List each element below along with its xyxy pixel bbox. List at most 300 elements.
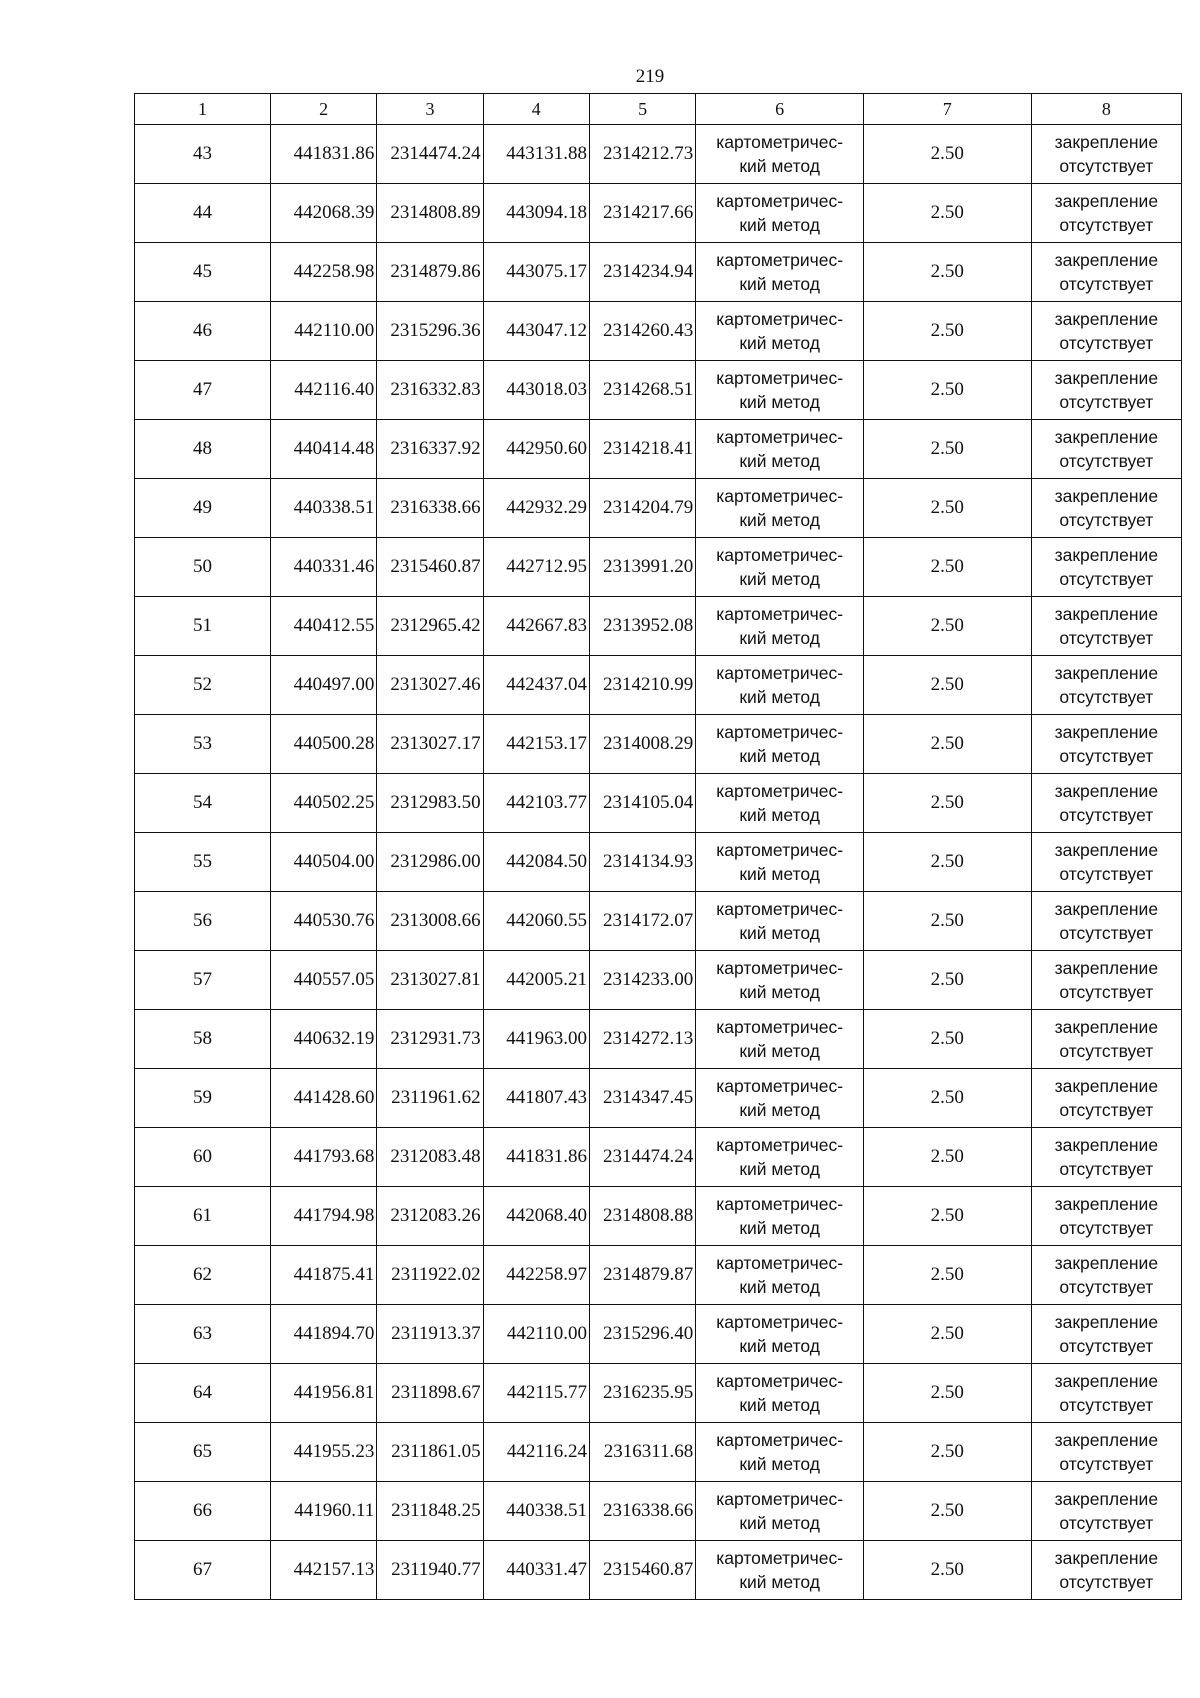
coordinate-cell: 2314134.93 bbox=[589, 833, 695, 892]
fixation-text: отсутствует bbox=[1059, 982, 1154, 1002]
method-cell bbox=[696, 479, 864, 538]
method-cell bbox=[696, 1541, 864, 1600]
coordinate-cell: 2313952.08 bbox=[589, 597, 695, 656]
fixation-cell bbox=[1031, 1423, 1181, 1482]
coordinate-cell: 442068.39 bbox=[270, 184, 376, 243]
method-cell bbox=[696, 892, 864, 951]
method-cell bbox=[696, 184, 864, 243]
row-number-cell: 62 bbox=[135, 1246, 271, 1305]
method-cell bbox=[696, 951, 864, 1010]
method-cell bbox=[696, 125, 864, 184]
accuracy-cell: 2.50 bbox=[863, 1305, 1031, 1364]
method-cell bbox=[696, 656, 864, 715]
row-number-cell: 63 bbox=[135, 1305, 271, 1364]
coordinate-cell: 2312965.42 bbox=[377, 597, 483, 656]
fixation-cell bbox=[1031, 951, 1181, 1010]
table-row bbox=[135, 1128, 1182, 1187]
coordinate-cell: 443075.17 bbox=[483, 243, 589, 302]
method-text: кий метод bbox=[739, 333, 820, 353]
method-text: картометричес- bbox=[716, 663, 844, 683]
coordinate-cell: 442110.00 bbox=[270, 302, 376, 361]
coordinate-cell: 442258.97 bbox=[483, 1246, 589, 1305]
fixation-text: отсутствует bbox=[1059, 628, 1154, 648]
method-text: картометричес- bbox=[716, 1312, 844, 1332]
method-cell bbox=[696, 1482, 864, 1541]
fixation-cell bbox=[1031, 1305, 1181, 1364]
method-text: картометричес- bbox=[716, 191, 844, 211]
coordinate-cell: 2315460.87 bbox=[589, 1541, 695, 1600]
coordinate-cell: 2314105.04 bbox=[589, 774, 695, 833]
coordinate-cell: 2316338.66 bbox=[377, 479, 483, 538]
coordinate-cell: 440414.48 bbox=[270, 420, 376, 479]
fixation-cell bbox=[1031, 184, 1181, 243]
fixation-text: закрепление bbox=[1054, 899, 1159, 919]
coordinate-cell: 2312986.00 bbox=[377, 833, 483, 892]
coordinate-cell: 442116.40 bbox=[270, 361, 376, 420]
fixation-cell bbox=[1031, 1069, 1181, 1128]
table-body bbox=[135, 125, 1182, 1600]
method-text: картометричес- bbox=[716, 1430, 844, 1450]
fixation-text: закрепление bbox=[1054, 427, 1159, 447]
fixation-text: закрепление bbox=[1054, 722, 1159, 742]
row-number-cell: 60 bbox=[135, 1128, 271, 1187]
fixation-text: закрепление bbox=[1054, 1371, 1159, 1391]
coordinate-cell: 441960.11 bbox=[270, 1482, 376, 1541]
coordinate-cell: 441956.81 bbox=[270, 1364, 376, 1423]
method-text: кий метод bbox=[739, 1572, 820, 1592]
row-number-cell: 65 bbox=[135, 1423, 271, 1482]
column-header: 6 bbox=[696, 94, 864, 125]
accuracy-cell: 2.50 bbox=[863, 1010, 1031, 1069]
column-header: 1 bbox=[135, 94, 271, 125]
coordinate-cell: 2311861.05 bbox=[377, 1423, 483, 1482]
row-number-cell: 56 bbox=[135, 892, 271, 951]
fixation-text: закрепление bbox=[1054, 1312, 1159, 1332]
coordinate-cell: 441955.23 bbox=[270, 1423, 376, 1482]
coordinate-cell: 2315460.87 bbox=[377, 538, 483, 597]
row-number-cell: 52 bbox=[135, 656, 271, 715]
fixation-cell bbox=[1031, 243, 1181, 302]
coordinate-cell: 2314808.88 bbox=[589, 1187, 695, 1246]
table-row bbox=[135, 1482, 1182, 1541]
coordinate-cell: 442084.50 bbox=[483, 833, 589, 892]
fixation-text: отсутствует bbox=[1059, 1041, 1154, 1061]
accuracy-cell: 2.50 bbox=[863, 243, 1031, 302]
method-text: кий метод bbox=[739, 746, 820, 766]
row-number-cell: 64 bbox=[135, 1364, 271, 1423]
coordinate-cell: 440500.28 bbox=[270, 715, 376, 774]
fixation-text: отсутствует bbox=[1059, 274, 1154, 294]
fixation-cell bbox=[1031, 1482, 1181, 1541]
method-text: кий метод bbox=[739, 1336, 820, 1356]
method-cell bbox=[696, 833, 864, 892]
fixation-text: закрепление bbox=[1054, 1194, 1159, 1214]
method-text: кий метод bbox=[739, 628, 820, 648]
coordinate-cell: 442116.24 bbox=[483, 1423, 589, 1482]
column-header: 5 bbox=[589, 94, 695, 125]
accuracy-cell: 2.50 bbox=[863, 184, 1031, 243]
fixation-text: отсутствует bbox=[1059, 215, 1154, 235]
coordinate-cell: 442667.83 bbox=[483, 597, 589, 656]
coordinate-cell: 2314172.07 bbox=[589, 892, 695, 951]
method-text: картометричес- bbox=[716, 1548, 844, 1568]
accuracy-cell: 2.50 bbox=[863, 1246, 1031, 1305]
coordinate-cell: 2314212.73 bbox=[589, 125, 695, 184]
method-cell bbox=[696, 302, 864, 361]
coordinate-cell: 2312083.48 bbox=[377, 1128, 483, 1187]
method-text: кий метод bbox=[739, 1277, 820, 1297]
fixation-cell bbox=[1031, 1541, 1181, 1600]
fixation-cell bbox=[1031, 715, 1181, 774]
coordinate-cell: 2314268.51 bbox=[589, 361, 695, 420]
method-text: кий метод bbox=[739, 451, 820, 471]
table-row bbox=[135, 715, 1182, 774]
coordinate-cell: 2315296.36 bbox=[377, 302, 483, 361]
fixation-cell bbox=[1031, 1128, 1181, 1187]
method-text: картометричес- bbox=[716, 545, 844, 565]
fixation-cell bbox=[1031, 479, 1181, 538]
fixation-cell bbox=[1031, 361, 1181, 420]
method-text: кий метод bbox=[739, 1454, 820, 1474]
method-text: кий метод bbox=[739, 1100, 820, 1120]
coordinate-cell: 442103.77 bbox=[483, 774, 589, 833]
row-number-cell: 57 bbox=[135, 951, 271, 1010]
coordinate-cell: 440338.51 bbox=[270, 479, 376, 538]
coordinate-cell: 442115.77 bbox=[483, 1364, 589, 1423]
coordinate-cell: 441963.00 bbox=[483, 1010, 589, 1069]
row-number-cell: 53 bbox=[135, 715, 271, 774]
column-header: 8 bbox=[1031, 94, 1181, 125]
coordinate-cell: 442153.17 bbox=[483, 715, 589, 774]
table-row bbox=[135, 656, 1182, 715]
method-text: кий метод bbox=[739, 805, 820, 825]
coordinate-cell: 2314234.94 bbox=[589, 243, 695, 302]
coordinate-cell: 443018.03 bbox=[483, 361, 589, 420]
fixation-text: отсутствует bbox=[1059, 687, 1154, 707]
table-row bbox=[135, 361, 1182, 420]
coordinate-cell: 2313027.81 bbox=[377, 951, 483, 1010]
accuracy-cell: 2.50 bbox=[863, 302, 1031, 361]
table-row bbox=[135, 774, 1182, 833]
coordinate-cell: 440338.51 bbox=[483, 1482, 589, 1541]
fixation-text: отсутствует bbox=[1059, 1336, 1154, 1356]
coordinates-table bbox=[134, 93, 1182, 1600]
coordinate-cell: 2314217.66 bbox=[589, 184, 695, 243]
accuracy-cell: 2.50 bbox=[863, 1541, 1031, 1600]
coordinate-cell: 441831.86 bbox=[483, 1128, 589, 1187]
method-cell bbox=[696, 1364, 864, 1423]
coordinate-cell: 440504.00 bbox=[270, 833, 376, 892]
coordinate-cell: 2314879.86 bbox=[377, 243, 483, 302]
coordinate-cell: 2316338.66 bbox=[589, 1482, 695, 1541]
method-cell bbox=[696, 1128, 864, 1187]
fixation-cell bbox=[1031, 420, 1181, 479]
row-number-cell: 48 bbox=[135, 420, 271, 479]
coordinate-cell: 442110.00 bbox=[483, 1305, 589, 1364]
coordinate-cell: 443131.88 bbox=[483, 125, 589, 184]
coordinate-cell: 2314260.43 bbox=[589, 302, 695, 361]
method-cell bbox=[696, 1187, 864, 1246]
coordinate-cell: 2316337.92 bbox=[377, 420, 483, 479]
accuracy-cell: 2.50 bbox=[863, 774, 1031, 833]
method-text: кий метод bbox=[739, 982, 820, 1002]
column-header: 4 bbox=[483, 94, 589, 125]
method-text: кий метод bbox=[739, 510, 820, 530]
coordinate-cell: 442437.04 bbox=[483, 656, 589, 715]
fixation-text: отсутствует bbox=[1059, 451, 1154, 471]
fixation-text: закрепление bbox=[1054, 958, 1159, 978]
coordinate-cell: 2311961.62 bbox=[377, 1069, 483, 1128]
fixation-text: закрепление bbox=[1054, 781, 1159, 801]
method-text: кий метод bbox=[739, 687, 820, 707]
coordinate-cell: 441875.41 bbox=[270, 1246, 376, 1305]
fixation-text: отсутствует bbox=[1059, 569, 1154, 589]
column-header: 7 bbox=[863, 94, 1031, 125]
coordinate-cell: 442068.40 bbox=[483, 1187, 589, 1246]
accuracy-cell: 2.50 bbox=[863, 1364, 1031, 1423]
fixation-cell bbox=[1031, 1364, 1181, 1423]
fixation-text: отсутствует bbox=[1059, 1277, 1154, 1297]
method-cell bbox=[696, 243, 864, 302]
row-number-cell: 67 bbox=[135, 1541, 271, 1600]
fixation-cell bbox=[1031, 774, 1181, 833]
coordinate-cell: 2314233.00 bbox=[589, 951, 695, 1010]
column-header: 2 bbox=[270, 94, 376, 125]
method-text: кий метод bbox=[739, 864, 820, 884]
table-row bbox=[135, 184, 1182, 243]
coordinate-cell: 442005.21 bbox=[483, 951, 589, 1010]
coordinate-cell: 441831.86 bbox=[270, 125, 376, 184]
fixation-text: закрепление bbox=[1054, 545, 1159, 565]
coordinate-cell: 2314008.29 bbox=[589, 715, 695, 774]
accuracy-cell: 2.50 bbox=[863, 1423, 1031, 1482]
coordinate-cell: 441794.98 bbox=[270, 1187, 376, 1246]
row-number-cell: 43 bbox=[135, 125, 271, 184]
method-text: картометричес- bbox=[716, 1017, 844, 1037]
coordinate-cell: 2311922.02 bbox=[377, 1246, 483, 1305]
coordinate-cell: 442157.13 bbox=[270, 1541, 376, 1600]
row-number-cell: 45 bbox=[135, 243, 271, 302]
coordinate-cell: 2314879.87 bbox=[589, 1246, 695, 1305]
method-text: картометричес- bbox=[716, 132, 844, 152]
coordinate-cell: 2311940.77 bbox=[377, 1541, 483, 1600]
fixation-text: отсутствует bbox=[1059, 1159, 1154, 1179]
fixation-cell bbox=[1031, 1187, 1181, 1246]
method-text: картометричес- bbox=[716, 1194, 844, 1214]
accuracy-cell: 2.50 bbox=[863, 1187, 1031, 1246]
accuracy-cell: 2.50 bbox=[863, 1482, 1031, 1541]
coordinate-cell: 2311898.67 bbox=[377, 1364, 483, 1423]
fixation-text: отсутствует bbox=[1059, 1100, 1154, 1120]
coordinate-cell: 2311913.37 bbox=[377, 1305, 483, 1364]
fixation-text: отсутствует bbox=[1059, 923, 1154, 943]
coordinate-cell: 2314347.45 bbox=[589, 1069, 695, 1128]
row-number-cell: 55 bbox=[135, 833, 271, 892]
table-row bbox=[135, 125, 1182, 184]
method-text: картометричес- bbox=[716, 604, 844, 624]
table-row bbox=[135, 538, 1182, 597]
coordinate-cell: 2316332.83 bbox=[377, 361, 483, 420]
fixation-cell bbox=[1031, 597, 1181, 656]
fixation-cell bbox=[1031, 656, 1181, 715]
accuracy-cell: 2.50 bbox=[863, 597, 1031, 656]
fixation-text: закрепление bbox=[1054, 1548, 1159, 1568]
table-row bbox=[135, 1010, 1182, 1069]
coordinate-cell: 440557.05 bbox=[270, 951, 376, 1010]
fixation-text: закрепление bbox=[1054, 604, 1159, 624]
fixation-text: закрепление bbox=[1054, 1489, 1159, 1509]
method-text: картометричес- bbox=[716, 899, 844, 919]
coordinate-cell: 2312983.50 bbox=[377, 774, 483, 833]
fixation-text: отсутствует bbox=[1059, 392, 1154, 412]
method-text: картометричес- bbox=[716, 309, 844, 329]
coordinate-cell: 2313027.17 bbox=[377, 715, 483, 774]
fixation-text: закрепление bbox=[1054, 250, 1159, 270]
fixation-text: закрепление bbox=[1054, 1253, 1159, 1273]
accuracy-cell: 2.50 bbox=[863, 951, 1031, 1010]
coordinate-cell: 442950.60 bbox=[483, 420, 589, 479]
fixation-text: закрепление bbox=[1054, 486, 1159, 506]
fixation-text: отсутствует bbox=[1059, 156, 1154, 176]
method-text: картометричес- bbox=[716, 722, 844, 742]
method-text: кий метод bbox=[739, 274, 820, 294]
method-text: кий метод bbox=[739, 1513, 820, 1533]
coordinate-cell: 2316235.95 bbox=[589, 1364, 695, 1423]
coordinate-cell: 442060.55 bbox=[483, 892, 589, 951]
fixation-cell bbox=[1031, 302, 1181, 361]
accuracy-cell: 2.50 bbox=[863, 479, 1031, 538]
coordinate-cell: 441807.43 bbox=[483, 1069, 589, 1128]
coordinate-cell: 2314808.89 bbox=[377, 184, 483, 243]
method-text: картометричес- bbox=[716, 1253, 844, 1273]
accuracy-cell: 2.50 bbox=[863, 656, 1031, 715]
method-cell bbox=[696, 597, 864, 656]
method-cell bbox=[696, 1423, 864, 1482]
method-text: картометричес- bbox=[716, 1076, 844, 1096]
row-number-cell: 50 bbox=[135, 538, 271, 597]
row-number-cell: 61 bbox=[135, 1187, 271, 1246]
method-text: кий метод bbox=[739, 923, 820, 943]
coordinate-cell: 2313027.46 bbox=[377, 656, 483, 715]
header-row bbox=[135, 94, 1182, 125]
method-cell bbox=[696, 1069, 864, 1128]
table-row bbox=[135, 1187, 1182, 1246]
row-number-cell: 46 bbox=[135, 302, 271, 361]
table-row bbox=[135, 479, 1182, 538]
accuracy-cell: 2.50 bbox=[863, 892, 1031, 951]
table-row bbox=[135, 951, 1182, 1010]
row-number-cell: 49 bbox=[135, 479, 271, 538]
coordinate-cell: 2315296.40 bbox=[589, 1305, 695, 1364]
column-header: 3 bbox=[377, 94, 483, 125]
accuracy-cell: 2.50 bbox=[863, 125, 1031, 184]
fixation-text: закрепление bbox=[1054, 1135, 1159, 1155]
table-row bbox=[135, 1541, 1182, 1600]
coordinate-cell: 440530.76 bbox=[270, 892, 376, 951]
row-number-cell: 58 bbox=[135, 1010, 271, 1069]
method-text: кий метод bbox=[739, 1395, 820, 1415]
method-text: кий метод bbox=[739, 215, 820, 235]
fixation-text: закрепление bbox=[1054, 840, 1159, 860]
coordinate-cell: 443047.12 bbox=[483, 302, 589, 361]
table-row bbox=[135, 833, 1182, 892]
row-number-cell: 51 bbox=[135, 597, 271, 656]
fixation-text: отсутствует bbox=[1059, 1454, 1154, 1474]
fixation-cell bbox=[1031, 538, 1181, 597]
table-header bbox=[135, 94, 1182, 125]
method-text: кий метод bbox=[739, 1159, 820, 1179]
method-cell bbox=[696, 1305, 864, 1364]
accuracy-cell: 2.50 bbox=[863, 833, 1031, 892]
method-cell bbox=[696, 774, 864, 833]
table-row bbox=[135, 420, 1182, 479]
coordinate-cell: 2314218.41 bbox=[589, 420, 695, 479]
method-cell bbox=[696, 538, 864, 597]
coordinate-cell: 2313991.20 bbox=[589, 538, 695, 597]
fixation-cell bbox=[1031, 1010, 1181, 1069]
table-row bbox=[135, 1069, 1182, 1128]
coordinate-cell: 440502.25 bbox=[270, 774, 376, 833]
row-number-cell: 59 bbox=[135, 1069, 271, 1128]
fixation-text: отсутствует bbox=[1059, 1513, 1154, 1533]
fixation-text: закрепление bbox=[1054, 191, 1159, 211]
fixation-text: отсутствует bbox=[1059, 1218, 1154, 1238]
coordinate-cell: 2316311.68 bbox=[589, 1423, 695, 1482]
method-text: картометричес- bbox=[716, 840, 844, 860]
fixation-text: закрепление bbox=[1054, 368, 1159, 388]
method-cell bbox=[696, 420, 864, 479]
coordinate-cell: 442932.29 bbox=[483, 479, 589, 538]
table-row bbox=[135, 892, 1182, 951]
fixation-cell bbox=[1031, 892, 1181, 951]
page-number: 219 bbox=[635, 66, 665, 87]
method-cell bbox=[696, 361, 864, 420]
coordinate-cell: 441428.60 bbox=[270, 1069, 376, 1128]
fixation-cell bbox=[1031, 125, 1181, 184]
accuracy-cell: 2.50 bbox=[863, 420, 1031, 479]
coordinate-cell: 442258.98 bbox=[270, 243, 376, 302]
fixation-text: отсутствует bbox=[1059, 1395, 1154, 1415]
fixation-cell bbox=[1031, 1246, 1181, 1305]
coordinate-cell: 440331.46 bbox=[270, 538, 376, 597]
fixation-cell bbox=[1031, 833, 1181, 892]
accuracy-cell: 2.50 bbox=[863, 538, 1031, 597]
accuracy-cell: 2.50 bbox=[863, 1128, 1031, 1187]
method-cell bbox=[696, 1246, 864, 1305]
method-text: кий метод bbox=[739, 392, 820, 412]
table-row bbox=[135, 1305, 1182, 1364]
fixation-text: закрепление bbox=[1054, 1017, 1159, 1037]
coordinate-cell: 2312931.73 bbox=[377, 1010, 483, 1069]
accuracy-cell: 2.50 bbox=[863, 361, 1031, 420]
method-text: кий метод bbox=[739, 1041, 820, 1061]
fixation-text: отсутствует bbox=[1059, 333, 1154, 353]
table-row bbox=[135, 1364, 1182, 1423]
method-text: кий метод bbox=[739, 1218, 820, 1238]
fixation-text: закрепление bbox=[1054, 132, 1159, 152]
row-number-cell: 47 bbox=[135, 361, 271, 420]
table-row bbox=[135, 1246, 1182, 1305]
method-text: картометричес- bbox=[716, 1489, 844, 1509]
coordinate-cell: 441793.68 bbox=[270, 1128, 376, 1187]
fixation-text: закрепление bbox=[1054, 663, 1159, 683]
fixation-text: отсутствует bbox=[1059, 510, 1154, 530]
table-row bbox=[135, 1423, 1182, 1482]
fixation-text: отсутствует bbox=[1059, 864, 1154, 884]
method-text: картометричес- bbox=[716, 486, 844, 506]
coordinate-cell: 440412.55 bbox=[270, 597, 376, 656]
fixation-text: закрепление bbox=[1054, 309, 1159, 329]
